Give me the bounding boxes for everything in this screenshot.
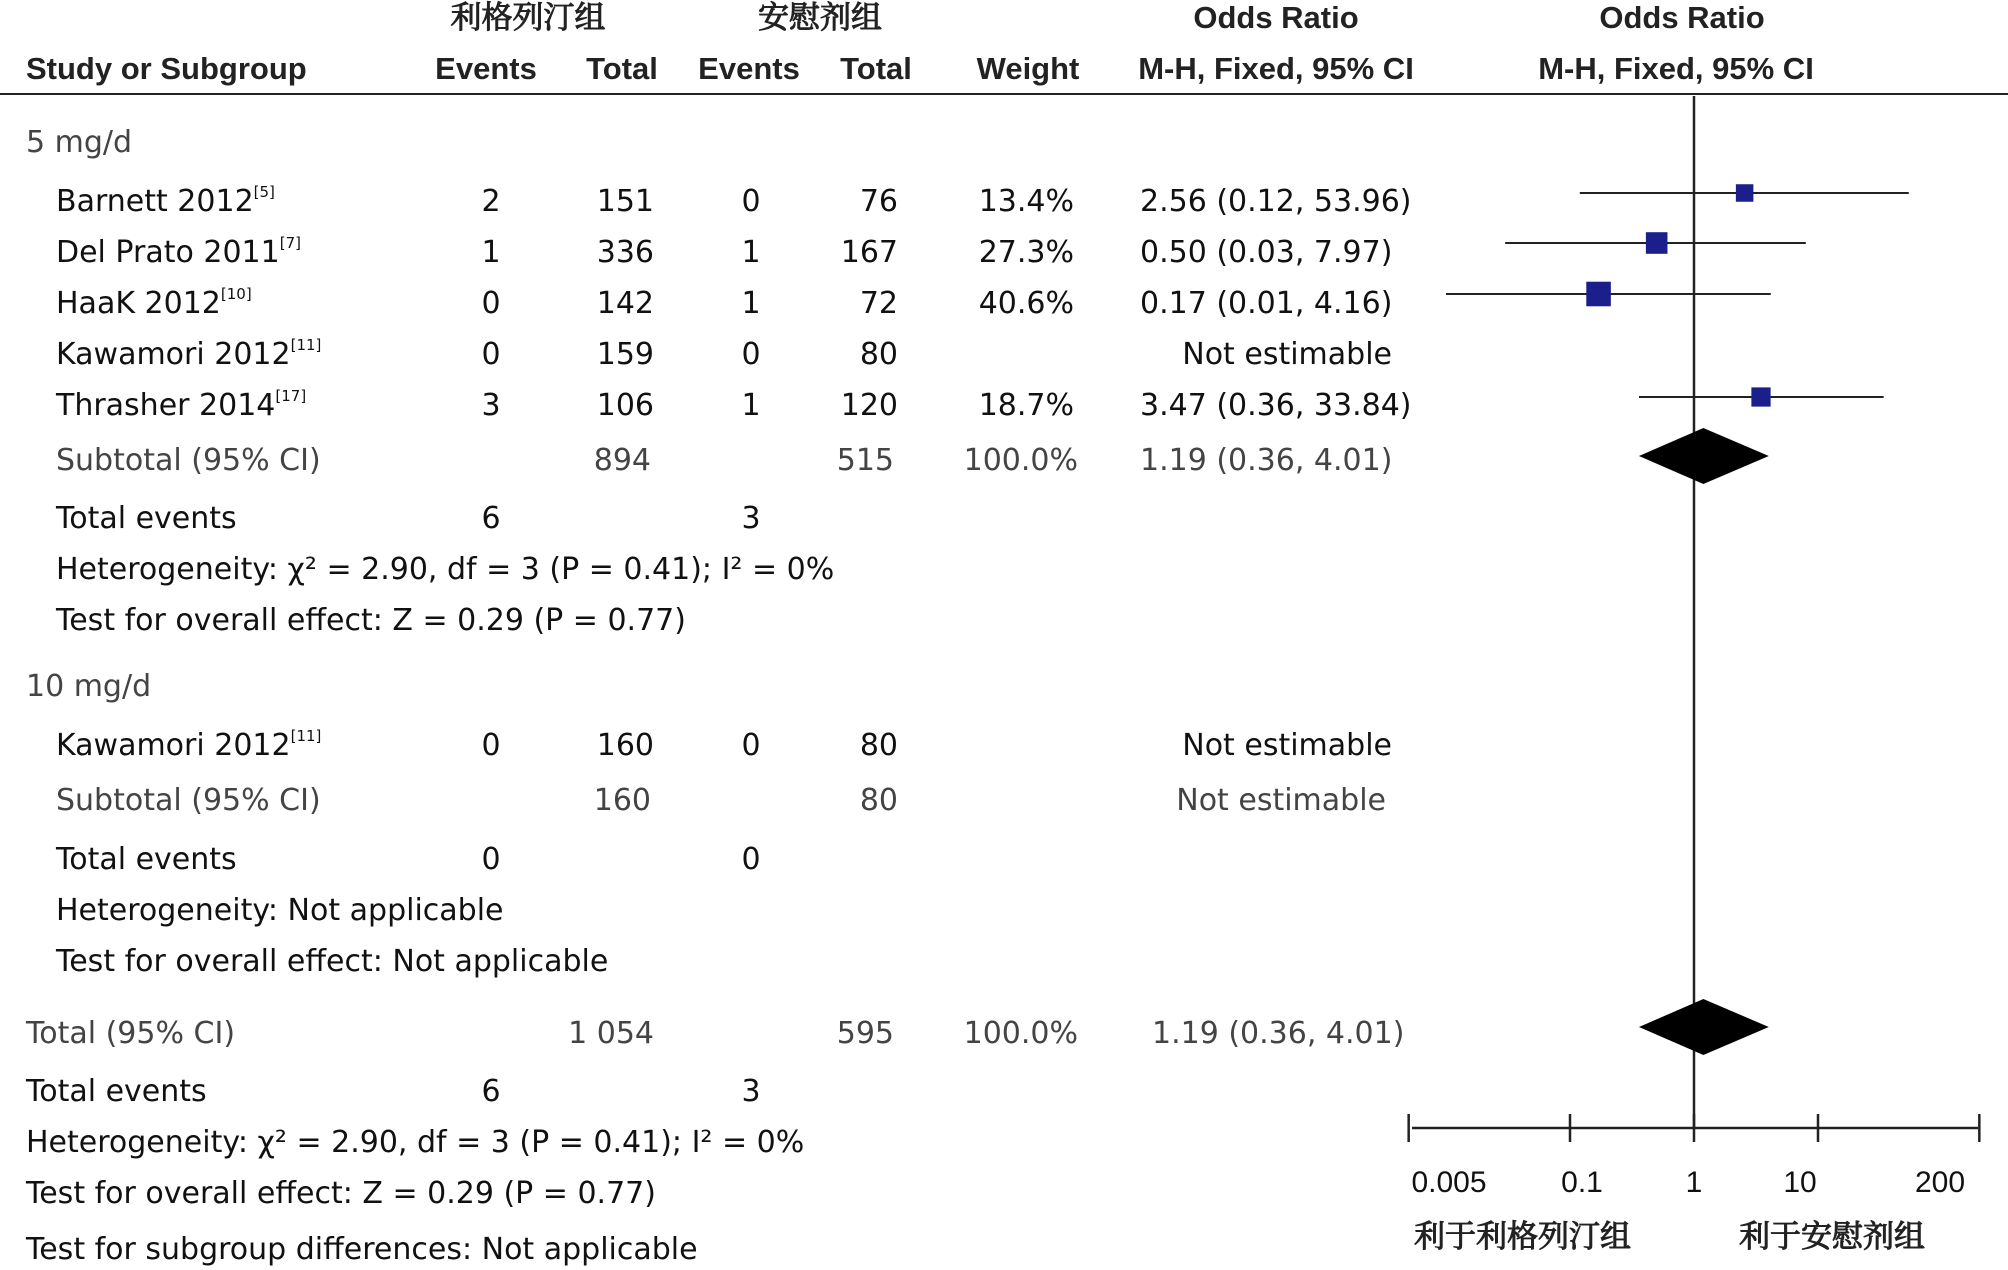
study-marker: [1586, 282, 1611, 307]
events1-cell: 0: [481, 337, 501, 372]
axis-tick-label: 0.1: [1561, 1166, 1603, 1199]
ci-cell: 0.50 (0.03, 7.97): [1140, 235, 1393, 270]
total1-cell: 151: [596, 184, 654, 219]
study-marker: [1751, 387, 1770, 406]
group2-header: 安慰剂组: [758, 0, 882, 35]
study-name: Thrasher 2014[17]: [56, 387, 307, 423]
subtotal-total1: 160: [593, 783, 651, 818]
heterogeneity-text: Heterogeneity: Not applicable: [56, 893, 504, 928]
events1-cell: 3: [481, 388, 501, 423]
ci-cell: 3.47 (0.36, 33.84): [1140, 388, 1412, 423]
favours-right-label: 利于安慰剂组: [1739, 1219, 1925, 1254]
overall-effect-text: Test for overall effect: Z = 0.29 (P = 0.77): [26, 1176, 656, 1211]
plot-title: Odds Ratio: [1599, 0, 1765, 35]
ci-cell: Not estimable: [1182, 728, 1392, 763]
total-events-label: Total events: [56, 842, 237, 877]
total-total1: 1 054: [568, 1016, 654, 1051]
total2-cell: 72: [859, 286, 898, 321]
events2-cell: 0: [741, 184, 761, 219]
total-events1: 6: [481, 1074, 501, 1109]
total2-cell: 167: [840, 235, 898, 270]
events1-cell: 2: [481, 184, 501, 219]
overall-effect-text: Test for overall effect: Not applicable: [56, 944, 609, 979]
events1-header: Events: [435, 51, 537, 86]
total2-cell: 120: [840, 388, 898, 423]
events1-cell: 1: [481, 235, 501, 270]
events2-cell: 1: [741, 388, 761, 423]
study-name: Del Prato 2011[7]: [56, 234, 301, 270]
total-total2: 595: [836, 1016, 894, 1051]
total1-cell: 142: [596, 286, 654, 321]
ci-cell: 0.17 (0.01, 4.16): [1140, 286, 1393, 321]
total-events2: 3: [741, 1074, 761, 1109]
events2-cell: 1: [741, 286, 761, 321]
ci-cell: Not estimable: [1182, 337, 1392, 372]
total1-cell: 336: [596, 235, 654, 270]
subgroup-label: 5 mg/d: [26, 125, 133, 160]
axis-tick-label: 1: [1685, 1166, 1703, 1199]
total-events2: 0: [741, 842, 761, 877]
total-events1: 6: [481, 501, 501, 536]
study-header: Study or Subgroup: [26, 51, 307, 86]
heterogeneity-text: Heterogeneity: χ² = 2.90, df = 3 (P = 0.41); I² = 0%: [26, 1125, 805, 1160]
or-method: M-H, Fixed, 95% CI: [1138, 51, 1414, 86]
subtotal-weight: 100.0%: [963, 443, 1078, 478]
total-events1: 0: [481, 842, 501, 877]
weight-header: Weight: [976, 51, 1080, 86]
events2-cell: 0: [741, 337, 761, 372]
total1-cell: 106: [596, 388, 654, 423]
total1-header: Total: [586, 51, 658, 86]
events2-header: Events: [698, 51, 800, 86]
ci-cell: 2.56 (0.12, 53.96): [1140, 184, 1412, 219]
favours-left-label: 利于利格列汀组: [1414, 1219, 1631, 1254]
total-weight: 100.0%: [963, 1016, 1078, 1051]
study-name: Barnett 2012[5]: [56, 183, 275, 219]
events1-cell: 0: [481, 286, 501, 321]
events2-cell: 0: [741, 728, 761, 763]
subtotal-total1: 894: [593, 443, 651, 478]
or-title: Odds Ratio: [1193, 0, 1359, 35]
heterogeneity-text: Heterogeneity: χ² = 2.90, df = 3 (P = 0.41); I² = 0%: [56, 552, 835, 587]
total-events-label: Total events: [26, 1074, 207, 1109]
subtotal-label: Subtotal (95% CI): [56, 443, 321, 478]
study-name: HaaK 2012[10]: [56, 285, 252, 321]
subtotal-total2: 80: [859, 783, 898, 818]
weight-cell: 27.3%: [978, 235, 1074, 270]
plot-method: M-H, Fixed, 95% CI: [1538, 51, 1814, 86]
axis-tick-label: 10: [1783, 1166, 1817, 1199]
events1-cell: 0: [481, 728, 501, 763]
events2-cell: 1: [741, 235, 761, 270]
total-label: Total (95% CI): [26, 1016, 236, 1051]
pooled-diamond: [1639, 428, 1769, 484]
group1-header: 利格列汀组: [450, 0, 606, 35]
axis-tick-label: 200: [1914, 1166, 1966, 1199]
study-name: Kawamori 2012[11]: [56, 336, 322, 372]
subtotal-total2: 515: [836, 443, 894, 478]
subtotal-ci: Not estimable: [1176, 783, 1386, 818]
subtotal-label: Subtotal (95% CI): [56, 783, 321, 818]
total2-cell: 80: [859, 728, 898, 763]
study-marker: [1646, 232, 1668, 254]
subtotal-ci: 1.19 (0.36, 4.01): [1140, 443, 1393, 478]
subgroup-difference-text: Test for subgroup differences: Not applicable: [26, 1232, 698, 1267]
study-name: Kawamori 2012[11]: [56, 727, 322, 763]
total1-cell: 159: [596, 337, 654, 372]
total1-cell: 160: [596, 728, 654, 763]
overall-effect-text: Test for overall effect: Z = 0.29 (P = 0.77): [56, 603, 686, 638]
weight-cell: 18.7%: [978, 388, 1074, 423]
total-events-label: Total events: [56, 501, 237, 536]
total2-cell: 76: [859, 184, 898, 219]
total-events2: 3: [741, 501, 761, 536]
total2-cell: 80: [859, 337, 898, 372]
total2-header: Total: [840, 51, 912, 86]
subgroup-label: 10 mg/d: [26, 669, 152, 704]
pooled-diamond: [1639, 999, 1769, 1055]
total-ci: 1.19 (0.36, 4.01): [1152, 1016, 1405, 1051]
weight-cell: 13.4%: [978, 184, 1074, 219]
axis-tick-label: 0.005: [1411, 1166, 1487, 1199]
study-marker: [1736, 184, 1754, 202]
weight-cell: 40.6%: [978, 286, 1074, 321]
